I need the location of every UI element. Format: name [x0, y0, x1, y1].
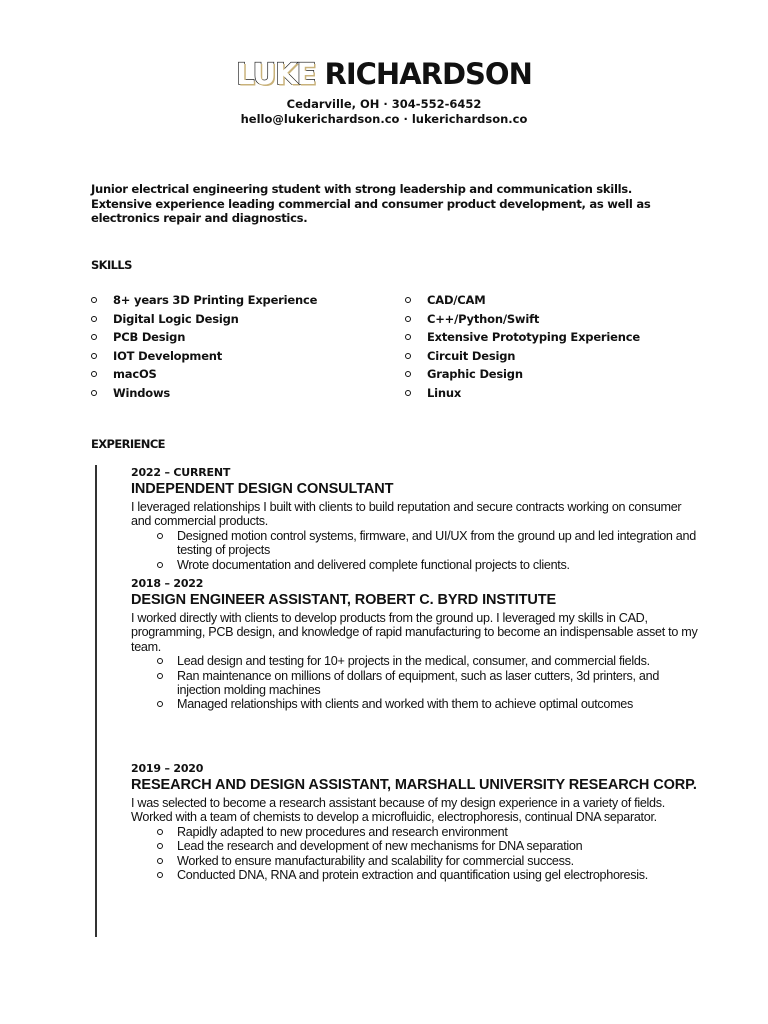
job-bullet: Worked to ensure manufacturability and scalability for commercial success. — [131, 854, 701, 868]
candidate-name — [0, 56, 768, 92]
circle-bullet-icon — [405, 316, 411, 322]
summary-paragraph: Junior electrical engineering student with strong leadership and communication skills. Extensive experience leading commercial and consumer product development, as well as electronics repair and diagnostics. — [91, 182, 651, 226]
job-dates: 2018 – 2022 — [131, 577, 204, 590]
last-name: RICHARDSON — [324, 57, 532, 91]
job-bullet: Lead design and testing for 10+ projects in the medical, consumer, and commercial fields. — [131, 654, 701, 668]
circle-bullet-icon — [157, 673, 163, 679]
circle-bullet-icon — [91, 297, 97, 303]
job-bullets — [131, 825, 701, 883]
job-dates: 2022 – CURRENT — [131, 466, 231, 479]
job-bullet: Managed relationships with clients and worked with them to achieve optimal outcomes — [131, 697, 701, 711]
job-role: INDEPENDENT DESIGN CONSULTANT — [131, 481, 394, 497]
circle-bullet-icon — [405, 371, 411, 377]
job-bullet: Ran maintenance on millions of dollars of equipment, such as laser cutters, 3d printers, and injection molding machines — [131, 669, 701, 698]
job-dates: 2019 – 2020 — [131, 762, 204, 775]
circle-bullet-icon — [157, 533, 163, 539]
circle-bullet-icon — [91, 371, 97, 377]
job-description: I worked directly with clients to develop products from the ground up. I leveraged my skills in CAD, programming, PCB design, and knowledge of rapid manufacturing to become an indispensable asset to my team. — [131, 611, 698, 654]
job-bullet: Designed motion control systems, firmware, and UI/UX from the ground up and led integration and testing of projects — [131, 529, 701, 558]
circle-bullet-icon — [405, 353, 411, 359]
skill-item: macOS — [91, 365, 391, 384]
circle-bullet-icon — [157, 858, 163, 864]
skill-item: Linux — [405, 384, 705, 403]
skill-item: IOT Development — [91, 347, 391, 366]
skill-item: Extensive Prototyping Experience — [405, 328, 705, 347]
experience-entry — [131, 762, 701, 882]
skill-item: Windows — [91, 384, 391, 403]
experience-heading: EXPERIENCE — [91, 437, 165, 451]
job-bullet: Conducted DNA, RNA and protein extraction and quantification using gel electrophoresis. — [131, 868, 701, 882]
skill-item: Digital Logic Design — [91, 310, 391, 329]
job-role: RESEARCH AND DESIGN ASSISTANT, MARSHALL UNIVERSITY RESEARCH CORP. — [131, 777, 697, 793]
skills-heading: SKILLS — [91, 258, 132, 272]
circle-bullet-icon — [405, 390, 411, 396]
job-role: DESIGN ENGINEER ASSISTANT, ROBERT C. BYRD INSTITUTE — [131, 592, 557, 608]
skill-item: PCB Design — [91, 328, 391, 347]
job-description: I was selected to become a research assistant because of my design experience in a variety of fields. Worked with a team of chemists to develop a microfluidic, electrophoresis, continual DNA separator. — [131, 796, 665, 825]
circle-bullet-icon — [91, 316, 97, 322]
skill-item: CAD/CAM — [405, 291, 705, 310]
circle-bullet-icon — [157, 701, 163, 707]
job-bullet: Lead the research and development of new mechanisms for DNA separation — [131, 839, 701, 853]
job-description: I leveraged relationships I built with clients to build reputation and secure contracts working on consumer and commercial products. — [131, 500, 682, 529]
job-bullet: Rapidly adapted to new procedures and research environment — [131, 825, 701, 839]
circle-bullet-icon — [405, 334, 411, 340]
skill-item: Graphic Design — [405, 365, 705, 384]
circle-bullet-icon — [405, 297, 411, 303]
circle-bullet-icon — [157, 562, 163, 568]
circle-bullet-icon — [157, 843, 163, 849]
skill-item: 8+ years 3D Printing Experience — [91, 291, 391, 310]
skills-list-left — [91, 291, 391, 403]
job-bullet: Wrote documentation and delivered complete functional projects to clients. — [131, 558, 701, 572]
circle-bullet-icon — [157, 829, 163, 835]
experience-entry — [131, 466, 701, 572]
experience-entry — [131, 577, 701, 712]
circle-bullet-icon — [157, 872, 163, 878]
circle-bullet-icon — [91, 334, 97, 340]
skill-item: Circuit Design — [405, 347, 705, 366]
skills-list-right — [405, 291, 705, 403]
job-bullets — [131, 529, 701, 572]
job-bullets — [131, 654, 701, 712]
resume-header — [0, 56, 768, 127]
circle-bullet-icon — [91, 353, 97, 359]
experience-divider — [95, 465, 97, 937]
skill-item: C++/Python/Swift — [405, 310, 705, 329]
circle-bullet-icon — [91, 390, 97, 396]
location-phone: Cedarville, OH · 304-552-6452 — [286, 97, 482, 111]
first-name: LUKE — [236, 57, 316, 91]
circle-bullet-icon — [157, 658, 163, 664]
email-website: hello@lukerichardson.co · lukerichardson.co — [240, 112, 528, 126]
